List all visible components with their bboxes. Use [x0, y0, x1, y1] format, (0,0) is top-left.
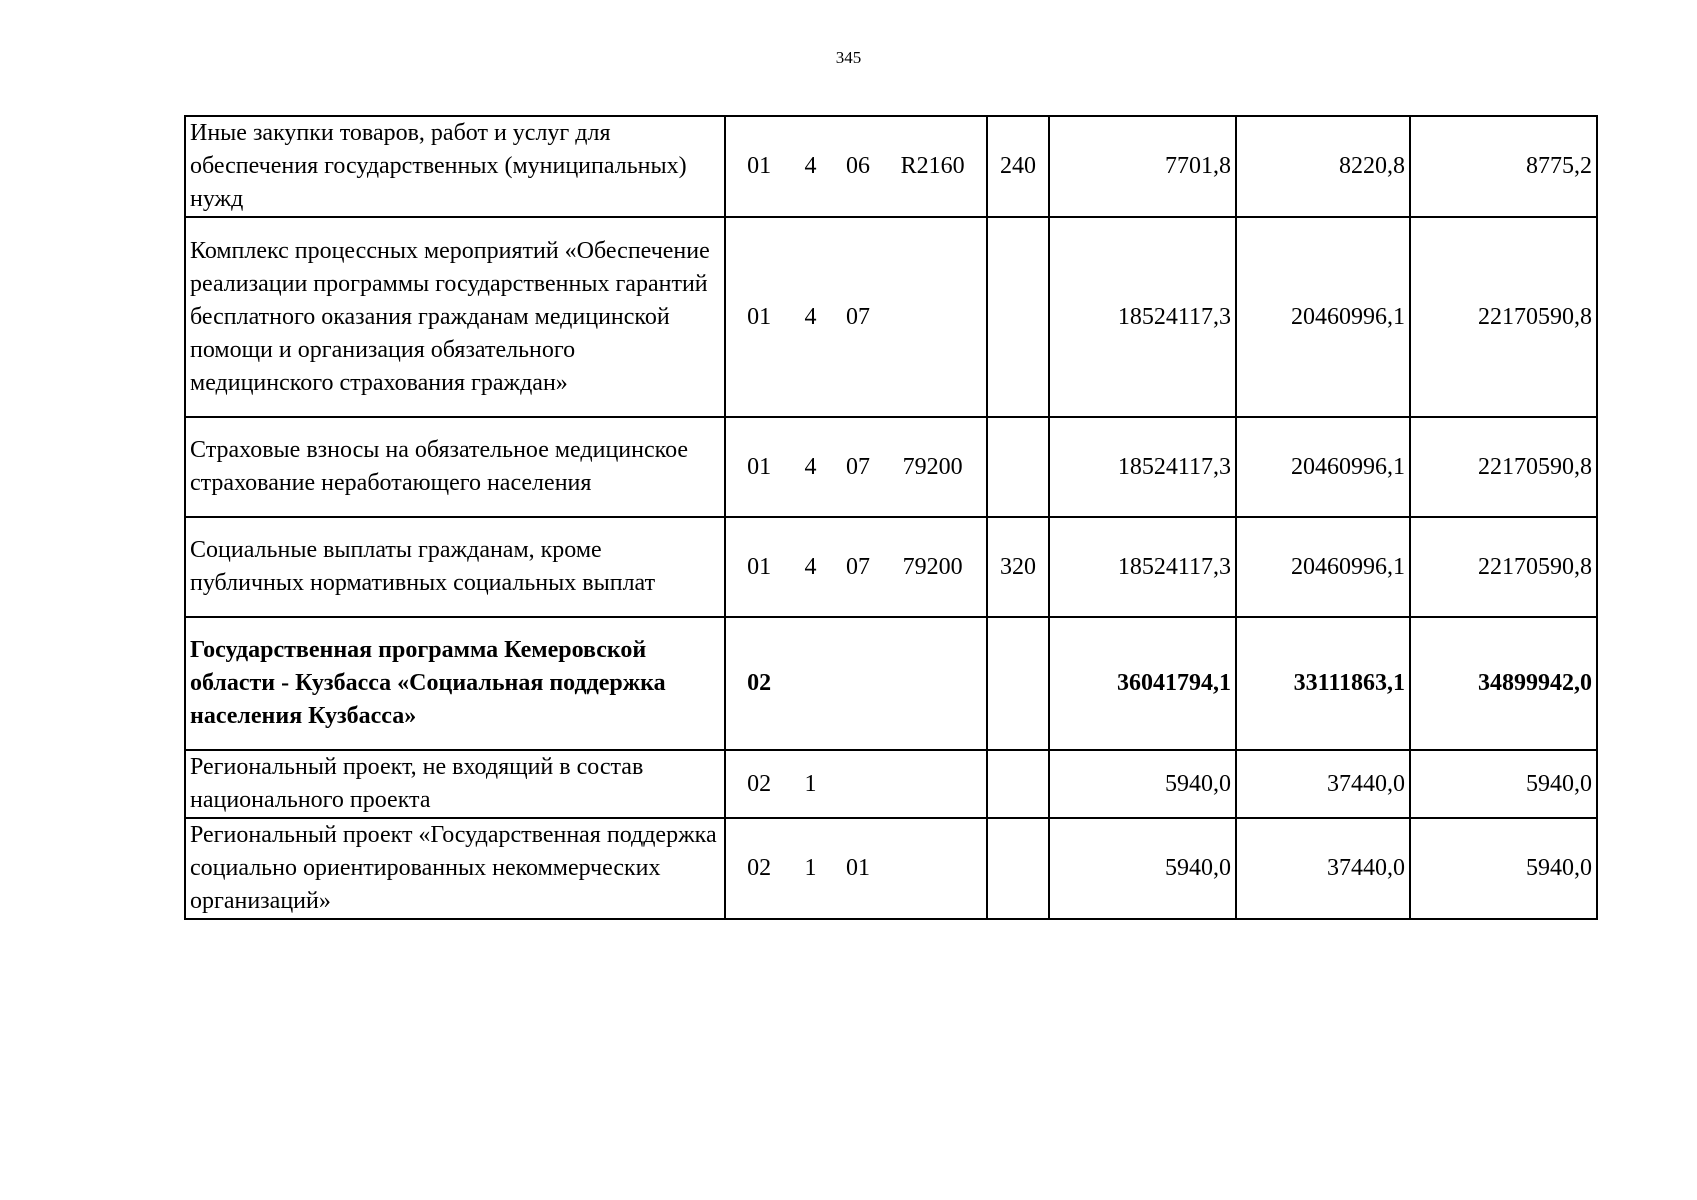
value-year-1: 7701,8: [1049, 116, 1236, 217]
expense-type-code: [987, 417, 1049, 517]
row-codes: [725, 517, 987, 617]
value-year-2: 20460996,1: [1236, 217, 1410, 417]
subprogram-code: 4: [804, 303, 817, 330]
direction-code: 79200: [902, 453, 963, 480]
value-year-2: 20460996,1: [1236, 417, 1410, 517]
value-year-3: 5940,0: [1410, 818, 1597, 919]
program-code: 01: [747, 553, 772, 580]
value-year-3: 34899942,0: [1410, 617, 1597, 750]
row-codes: [725, 417, 987, 517]
subprogram-code: 1: [804, 770, 817, 797]
program-code: 02: [747, 770, 772, 797]
row-name: Страховые взносы на обязательное медицинское страхование неработающего населения: [185, 417, 725, 517]
direction-code: 79200: [902, 553, 963, 580]
value-year-2: 33111863,1: [1236, 617, 1410, 750]
program-code: 01: [747, 453, 772, 480]
value-year-3: 22170590,8: [1410, 217, 1597, 417]
table-row: [185, 750, 1597, 818]
expense-type-code: [987, 818, 1049, 919]
event-code: 07: [845, 453, 870, 480]
row-name: Региональный проект «Государственная поддержка социально ориентированных некоммерческих организаций»: [185, 818, 725, 919]
value-year-2: 37440,0: [1236, 818, 1410, 919]
value-year-2: 20460996,1: [1236, 517, 1410, 617]
value-year-1: 18524117,3: [1049, 517, 1236, 617]
row-name: Комплекс процессных мероприятий «Обеспечение реализации программы государственных гарантий бесплатного оказания гражданам медицинской помощи и организация обязательного медицинского страхования граждан»: [185, 217, 725, 417]
expense-type-code: [987, 750, 1049, 818]
row-codes: [725, 617, 987, 750]
direction-code: R2160: [900, 153, 965, 179]
row-codes: [725, 116, 987, 217]
value-year-1: 18524117,3: [1049, 217, 1236, 417]
table-row: [185, 818, 1597, 919]
subprogram-code: 1: [804, 855, 817, 881]
program-code: 02: [747, 670, 772, 696]
program-code: 02: [747, 855, 772, 881]
expense-type-code: [987, 617, 1049, 750]
expense-type-code: [987, 217, 1049, 417]
program-code: 01: [747, 153, 772, 179]
table-row: [185, 417, 1597, 517]
row-name: Социальные выплаты гражданам, кроме публичных нормативных социальных выплат: [185, 517, 725, 617]
event-code: 06: [845, 153, 870, 179]
value-year-3: 5940,0: [1410, 750, 1597, 818]
expense-type-code: 320: [987, 517, 1049, 617]
row-name: Региональный проект, не входящий в состав национального проекта: [185, 750, 725, 818]
event-code: 07: [845, 553, 870, 580]
value-year-3: 8775,2: [1410, 116, 1597, 217]
row-name: Государственная программа Кемеровской области - Кузбасса «Социальная поддержка населения Кузбасса»: [185, 617, 725, 750]
row-codes: [725, 818, 987, 919]
subprogram-code: 4: [804, 453, 817, 480]
table-row: [185, 217, 1597, 417]
value-year-2: 8220,8: [1236, 116, 1410, 217]
subprogram-code: 4: [804, 153, 817, 179]
value-year-3: 22170590,8: [1410, 517, 1597, 617]
row-name: Иные закупки товаров, работ и услуг для обеспечения государственных (муниципальных) нужд: [185, 116, 725, 217]
subprogram-code: 4: [804, 553, 817, 580]
value-year-1: 5940,0: [1049, 818, 1236, 919]
program-code: 01: [747, 303, 772, 330]
expense-type-code: 240: [987, 116, 1049, 217]
value-year-1: 18524117,3: [1049, 417, 1236, 517]
value-year-1: 36041794,1: [1049, 617, 1236, 750]
budget-table: [184, 115, 1598, 920]
table-row: [185, 517, 1597, 617]
value-year-2: 37440,0: [1236, 750, 1410, 818]
event-code: 01: [845, 855, 870, 881]
table-row: [185, 116, 1597, 217]
row-codes: [725, 217, 987, 417]
event-code: 07: [845, 303, 870, 330]
value-year-1: 5940,0: [1049, 750, 1236, 818]
value-year-3: 22170590,8: [1410, 417, 1597, 517]
page-number: 345: [835, 48, 862, 67]
row-codes: [725, 750, 987, 818]
table-row: [185, 617, 1597, 750]
